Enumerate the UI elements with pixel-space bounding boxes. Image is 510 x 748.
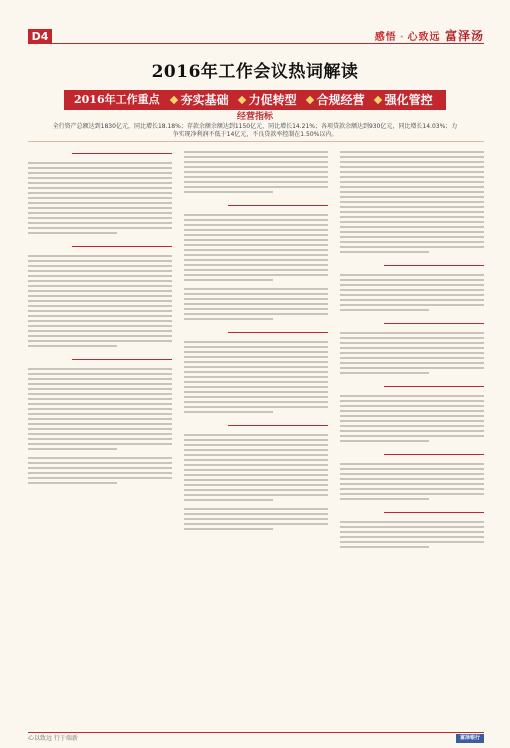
body-paragraph (28, 457, 172, 484)
text-line (340, 352, 484, 354)
text-line (28, 368, 172, 370)
text-line (340, 400, 484, 402)
text-line (340, 367, 484, 369)
text-line (340, 171, 484, 173)
section-heading-marker (340, 381, 484, 392)
text-line (184, 386, 328, 388)
banner-keyword-label: 夯实基础 (180, 93, 229, 107)
section-heading-rule (72, 246, 172, 247)
section-heading-marker (184, 327, 328, 338)
text-line (340, 483, 484, 485)
section-title-separator: · (399, 32, 405, 43)
text-line (184, 303, 328, 305)
body-paragraph (340, 151, 484, 253)
text-line (28, 335, 172, 337)
body-paragraph (340, 463, 484, 500)
text-line (184, 376, 328, 378)
page-headline: 2016年工作会议热词解读 (151, 62, 359, 82)
bank-logo: 富泽银行 (456, 734, 484, 743)
text-line (28, 340, 172, 342)
text-line (28, 383, 172, 385)
text-line (28, 265, 172, 267)
section-heading-marker (28, 241, 172, 252)
text-line (28, 315, 172, 317)
text-line (184, 156, 328, 158)
text-line (184, 313, 328, 315)
text-line (340, 201, 484, 203)
section-heading-rule (228, 425, 328, 426)
diamond-bullet-icon (169, 96, 177, 104)
text-line (340, 362, 484, 364)
section-heading-marker (340, 260, 484, 271)
masthead-rule (28, 43, 484, 44)
text-line (184, 219, 328, 221)
text-line (340, 211, 484, 213)
text-line (184, 459, 328, 461)
text-line (184, 191, 273, 193)
text-line (184, 161, 328, 163)
text-line (184, 523, 328, 525)
text-line (28, 457, 172, 459)
page-number-tab: D4 (28, 29, 52, 44)
text-line (340, 430, 484, 432)
text-line (184, 181, 328, 183)
text-line (340, 206, 484, 208)
text-line (340, 521, 484, 523)
text-line (184, 293, 328, 295)
body-paragraph (184, 288, 328, 320)
section-heading-rule (384, 512, 484, 513)
text-line (28, 398, 172, 400)
text-line (28, 330, 172, 332)
banner-keyword-label: 强化管控 (384, 93, 433, 107)
article-column-1 (28, 148, 172, 723)
text-line (28, 373, 172, 375)
text-line (340, 279, 484, 281)
text-line (184, 381, 328, 383)
section-heading-marker (184, 420, 328, 431)
body-paragraph (184, 434, 328, 501)
text-line (28, 472, 172, 474)
text-line (184, 176, 328, 178)
text-line (340, 246, 484, 248)
text-line (184, 371, 328, 373)
text-line (28, 182, 172, 184)
text-line (184, 239, 328, 241)
text-line (340, 415, 484, 417)
text-line (28, 413, 172, 415)
text-line (28, 285, 172, 287)
text-line (28, 270, 172, 272)
section-title (375, 30, 484, 44)
text-line (184, 366, 328, 368)
text-line (340, 332, 484, 334)
text-line (340, 395, 484, 397)
text-line (28, 482, 117, 484)
text-line (340, 156, 484, 158)
text-line (28, 187, 172, 189)
text-line (340, 284, 484, 286)
body-paragraph (28, 368, 172, 450)
text-line (28, 388, 172, 390)
banner-keyword-3 (302, 90, 370, 110)
body-paragraph (340, 332, 484, 374)
text-line (340, 440, 429, 442)
diamond-bullet-icon (237, 96, 245, 104)
section-heading-rule (384, 454, 484, 455)
text-line (340, 226, 484, 228)
text-line (184, 401, 328, 403)
body-paragraph (184, 341, 328, 413)
text-line (184, 151, 328, 153)
text-line (28, 438, 172, 440)
text-line (340, 468, 484, 470)
text-line (340, 161, 484, 163)
text-line (340, 425, 484, 427)
text-line (340, 347, 484, 349)
text-line (340, 216, 484, 218)
text-line (340, 357, 484, 359)
text-line (184, 234, 328, 236)
text-line (28, 177, 172, 179)
text-line (28, 227, 172, 229)
text-line (184, 269, 328, 271)
body-paragraph (184, 508, 328, 530)
section-heading-marker (340, 318, 484, 329)
masthead (0, 0, 510, 43)
banner-keyword-4 (370, 90, 438, 110)
text-line (340, 186, 484, 188)
article-column-2 (184, 148, 328, 723)
text-line (340, 181, 484, 183)
body-paragraph (184, 214, 328, 281)
body-paragraph (28, 162, 172, 234)
section-heading-rule (72, 153, 172, 154)
body-paragraph (340, 274, 484, 311)
business-indicators-text: 全行资产总额达到1830亿元，同比增长18.18%；存款余额余额达到1150亿元，同比增长14.21%；各项贷款余额达到930亿元，同比增长14.03%；力争实现净利润不低于14亿元，不良贷款率控制在1.50%以内。 (52, 123, 458, 138)
text-line (184, 406, 328, 408)
footer-rule (28, 732, 484, 733)
section-heading-marker (28, 354, 172, 365)
text-line (28, 217, 172, 219)
text-line (184, 186, 328, 188)
text-line (28, 433, 172, 435)
section-heading-rule (384, 323, 484, 324)
article-column-3 (340, 148, 484, 723)
text-line (184, 464, 328, 466)
text-line (184, 288, 328, 290)
text-line (184, 346, 328, 348)
text-line (28, 260, 172, 262)
text-line (184, 274, 328, 276)
text-line (340, 536, 484, 538)
text-line (184, 341, 328, 343)
banner-keyword-2 (234, 90, 302, 110)
body-paragraph (340, 395, 484, 442)
text-line (184, 298, 328, 300)
text-line (184, 396, 328, 398)
text-line (340, 478, 484, 480)
text-line (28, 207, 172, 209)
text-line (340, 166, 484, 168)
text-line (184, 449, 328, 451)
section-heading-rule (228, 332, 328, 333)
text-line (340, 236, 484, 238)
text-line (340, 463, 484, 465)
banner-keyword-label: 合规经营 (316, 93, 365, 107)
banner-keyword-1 (166, 90, 234, 110)
text-line (28, 295, 172, 297)
text-line (28, 320, 172, 322)
text-line (184, 356, 328, 358)
text-line (340, 493, 484, 495)
text-line (28, 423, 172, 425)
text-line (184, 508, 328, 510)
keyword-banner (64, 90, 446, 110)
text-line (28, 408, 172, 410)
text-line (340, 251, 429, 253)
text-line (28, 162, 172, 164)
text-line (184, 244, 328, 246)
text-line (184, 484, 328, 486)
text-line (184, 249, 328, 251)
text-line (340, 420, 484, 422)
text-line (340, 473, 484, 475)
text-line (28, 192, 172, 194)
text-line (340, 546, 429, 548)
section-heading-marker (340, 507, 484, 518)
text-line (184, 308, 328, 310)
body-paragraph (28, 255, 172, 347)
text-line (184, 224, 328, 226)
text-line (28, 300, 172, 302)
text-line (340, 191, 484, 193)
text-line (184, 254, 328, 256)
text-line (184, 259, 328, 261)
text-line (184, 444, 328, 446)
text-line (184, 518, 328, 520)
section-title-brush-text: 富泽汤 (444, 29, 484, 43)
section-heading-rule (384, 386, 484, 387)
text-line (28, 275, 172, 277)
text-line (340, 498, 429, 500)
text-line (340, 435, 484, 437)
body-paragraph (340, 521, 484, 548)
text-line (28, 310, 172, 312)
business-indicators-heading: 经营指标 (236, 112, 273, 122)
text-line (28, 232, 117, 234)
text-line (28, 172, 172, 174)
text-line (28, 345, 117, 347)
text-line (28, 212, 172, 214)
text-line (28, 462, 172, 464)
page-footer (28, 732, 484, 744)
text-line (340, 541, 484, 543)
text-line (184, 351, 328, 353)
text-line (28, 255, 172, 257)
section-heading-marker (340, 449, 484, 460)
text-line (340, 372, 429, 374)
text-line (340, 410, 484, 412)
text-line (184, 528, 273, 530)
text-line (340, 221, 484, 223)
body-paragraph (184, 151, 328, 193)
text-line (340, 241, 484, 243)
text-line (28, 393, 172, 395)
text-line (184, 479, 328, 481)
text-line (340, 337, 484, 339)
text-line (28, 467, 172, 469)
section-heading-rule (72, 359, 172, 360)
text-line (340, 294, 484, 296)
text-line (184, 439, 328, 441)
text-line (340, 289, 484, 291)
text-line (184, 214, 328, 216)
section-heading-rule (384, 265, 484, 266)
footer-slogan: 心以致远 行于端新 (28, 735, 78, 742)
text-line (28, 202, 172, 204)
text-line (340, 299, 484, 301)
text-line (340, 405, 484, 407)
text-line (340, 176, 484, 178)
text-line (28, 403, 172, 405)
text-line (28, 167, 172, 169)
section-heading-marker (28, 148, 172, 159)
section-title-part-2: 心致远 (407, 32, 441, 43)
section-divider (28, 141, 484, 142)
text-line (28, 280, 172, 282)
text-line (28, 305, 172, 307)
section-title-part-1: 感悟 (374, 32, 397, 43)
text-line (340, 309, 429, 311)
text-line (340, 531, 484, 533)
text-line (28, 290, 172, 292)
text-line (28, 477, 172, 479)
text-line (340, 151, 484, 153)
text-line (184, 499, 273, 501)
text-line (340, 526, 484, 528)
text-line (28, 418, 172, 420)
diamond-bullet-icon (373, 96, 381, 104)
text-line (340, 274, 484, 276)
text-line (184, 489, 328, 491)
text-line (28, 222, 172, 224)
section-heading-marker (184, 200, 328, 211)
text-line (340, 196, 484, 198)
text-line (184, 513, 328, 515)
text-line (28, 325, 172, 327)
text-line (184, 454, 328, 456)
text-line (184, 279, 273, 281)
text-line (184, 361, 328, 363)
text-line (184, 171, 328, 173)
text-line (184, 166, 328, 168)
text-line (340, 231, 484, 233)
diamond-bullet-icon (305, 96, 313, 104)
text-line (184, 411, 273, 413)
text-line (28, 428, 172, 430)
section-heading-rule (228, 205, 328, 206)
text-line (184, 229, 328, 231)
text-line (28, 448, 117, 450)
text-line (340, 488, 484, 490)
text-line (184, 318, 273, 320)
text-line (340, 342, 484, 344)
banner-keyword-label: 力促转型 (248, 93, 297, 107)
text-line (184, 264, 328, 266)
text-line (28, 197, 172, 199)
article-columns (28, 148, 484, 723)
text-line (184, 474, 328, 476)
text-line (184, 494, 328, 496)
text-line (340, 304, 484, 306)
text-line (184, 391, 328, 393)
text-line (28, 443, 172, 445)
text-line (184, 469, 328, 471)
text-line (184, 434, 328, 436)
text-line (28, 378, 172, 380)
banner-lead: 2016年工作重点 (74, 93, 160, 106)
